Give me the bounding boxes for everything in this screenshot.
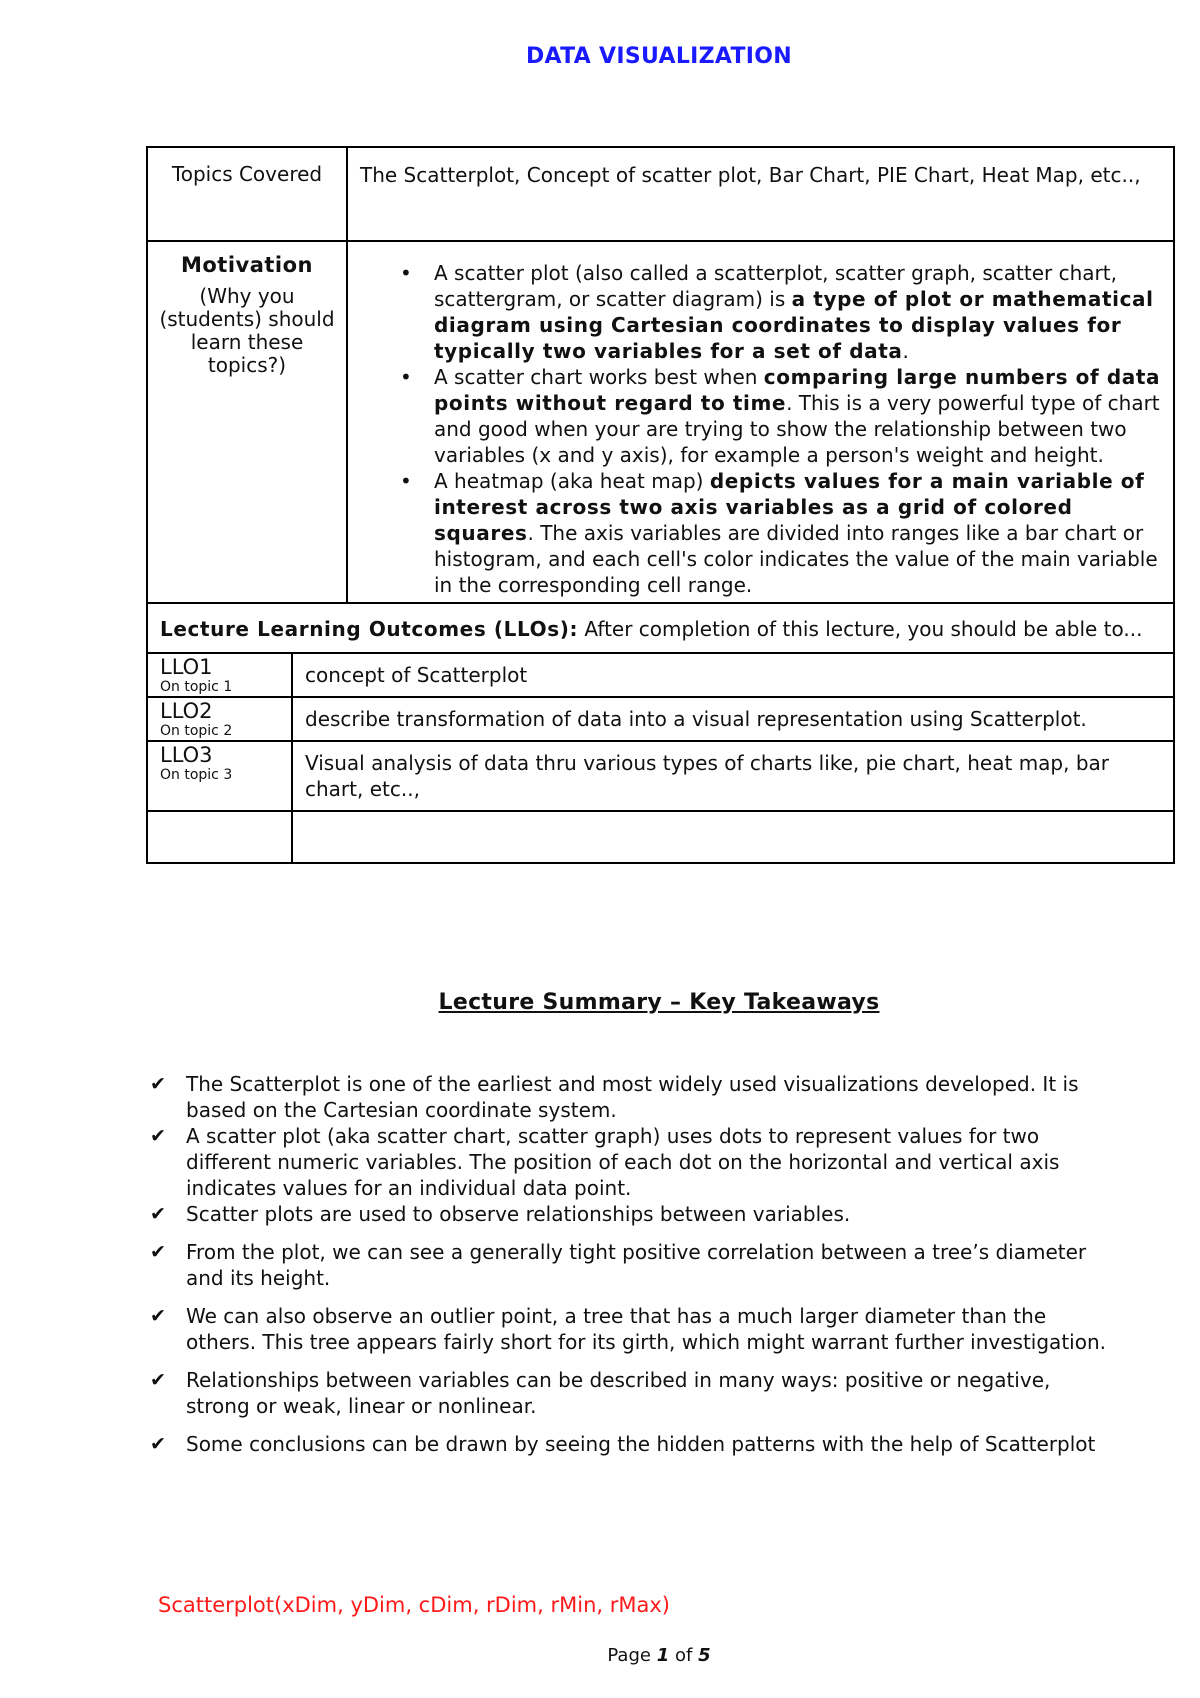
llo-description: concept of Scatterplot	[292, 653, 1173, 697]
page-footer	[0, 1645, 1200, 1666]
topics-row	[147, 147, 1174, 241]
llo-id: LLO1	[160, 655, 213, 679]
llo-section	[147, 603, 1174, 863]
summary-checklist	[148, 1071, 1106, 1469]
lecture-info-table	[146, 146, 1175, 864]
llo-row	[148, 697, 1173, 741]
llo-id-cell	[148, 697, 292, 741]
summary-item: ✔ We can also observe an outlier point, a tree that has a much larger diameter than the others. This tree appears fairly short for its girth, which might warrant further investigation.	[150, 1304, 1106, 1354]
checkmark-icon: ✔	[150, 1125, 166, 1147]
summary-item: ✔ A scatter plot (aka scatter chart, scatter graph) uses dots to represent values for two different numeric variables. The position of each dot on the horizontal and vertical axis indicates values for an individual data point.	[150, 1124, 1060, 1200]
llo-id: LLO3	[160, 743, 213, 767]
llo-topic: On topic 1	[160, 679, 233, 695]
motivation-row	[147, 241, 1174, 603]
topics-value: The Scatterplot, Concept of scatter plot, Bar Chart, PIE Chart, Heat Map, etc..,	[347, 147, 1174, 241]
checkmark-icon: ✔	[150, 1203, 166, 1225]
llo-empty-row	[148, 811, 1173, 862]
llo-table	[148, 652, 1173, 862]
summary-item: ✔ The Scatterplot is one of the earliest and most widely used visualizations developed. It is based on the Cartesian coordinate system.	[150, 1072, 1079, 1122]
motivation-bullet: • A scatter plot (also called a scatterplot, scatter graph, scatter chart, scattergram, or scatter diagram) is a type of plot or mathematical diagram using Cartesian coordinates to display values for typically two variables for a set of data.	[434, 260, 1163, 364]
checkmark-icon: ✔	[150, 1433, 166, 1455]
topics-label: Topics Covered	[147, 147, 347, 241]
llo-id-cell	[148, 741, 292, 811]
document-title: DATA VISUALIZATION	[525, 44, 793, 69]
checkmark-icon: ✔	[150, 1073, 166, 1095]
motivation-bullet: • A scatter chart works best when comparing large numbers of data points without regard to time. This is a very powerful type of chart and good when your are trying to show the relationship between two variables (x and y axis), for example a person's weight and height.	[434, 364, 1163, 468]
llo-topic: On topic 2	[160, 723, 233, 739]
llo-empty-cell	[292, 811, 1173, 862]
of-label: of	[674, 1645, 693, 1666]
checkmark-icon: ✔	[150, 1369, 166, 1391]
motivation-sublabel: (Why you (students) should learn these topics?)	[159, 284, 335, 377]
llo-row	[148, 741, 1173, 811]
llo-section-row	[147, 603, 1174, 863]
llo-id-cell	[148, 653, 292, 697]
motivation-label-cell	[147, 241, 347, 603]
llo-description: Visual analysis of data thru various types of charts like, pie chart, heat map, bar chart, etc..,	[292, 741, 1173, 811]
summary-item: ✔ Scatter plots are used to observe relationships between variables.	[150, 1202, 851, 1226]
llo-topic: On topic 3	[160, 767, 233, 783]
motivation-heading: Motivation	[180, 253, 314, 277]
checkmark-icon: ✔	[150, 1241, 166, 1263]
llo-description: describe transformation of data into a visual representation using Scatterplot.	[292, 697, 1173, 741]
llo-id: LLO2	[160, 699, 213, 723]
motivation-content	[347, 241, 1174, 603]
motivation-bullet-list	[348, 260, 1163, 598]
llo-header: Lecture Learning Outcomes (LLOs): After completion of this lecture, you should be able to...	[160, 617, 1143, 641]
summary-title: Lecture Summary – Key Takeaways	[438, 990, 880, 1015]
scatterplot-formula: Scatterplot(xDim, yDim, cDim, rDim, rMin, rMax)	[158, 1593, 670, 1617]
page-label: Page	[607, 1645, 651, 1666]
llo-empty-cell	[148, 811, 292, 862]
checkmark-icon: ✔	[150, 1305, 166, 1327]
summary-item: ✔ From the plot, we can see a generally tight positive correlation between a tree’s diameter and its height.	[150, 1240, 1087, 1290]
page-number: 1	[656, 1645, 670, 1666]
summary-item: ✔ Some conclusions can be drawn by seeing the hidden patterns with the help of Scatterplot	[150, 1432, 1096, 1456]
motivation-bullet: • A heatmap (aka heat map) depicts values for a main variable of interest across two axis variables as a grid of colored squares. The axis variables are divided into ranges like a bar chart or histogram, and each cell's color indicates the value of the main variable in the corresponding cell range.	[434, 468, 1163, 598]
summary-item: ✔ Relationships between variables can be described in many ways: positive or negative, strong or weak, linear or nonlinear.	[150, 1368, 1051, 1418]
llo-row	[148, 653, 1173, 697]
page-total: 5	[698, 1645, 711, 1666]
